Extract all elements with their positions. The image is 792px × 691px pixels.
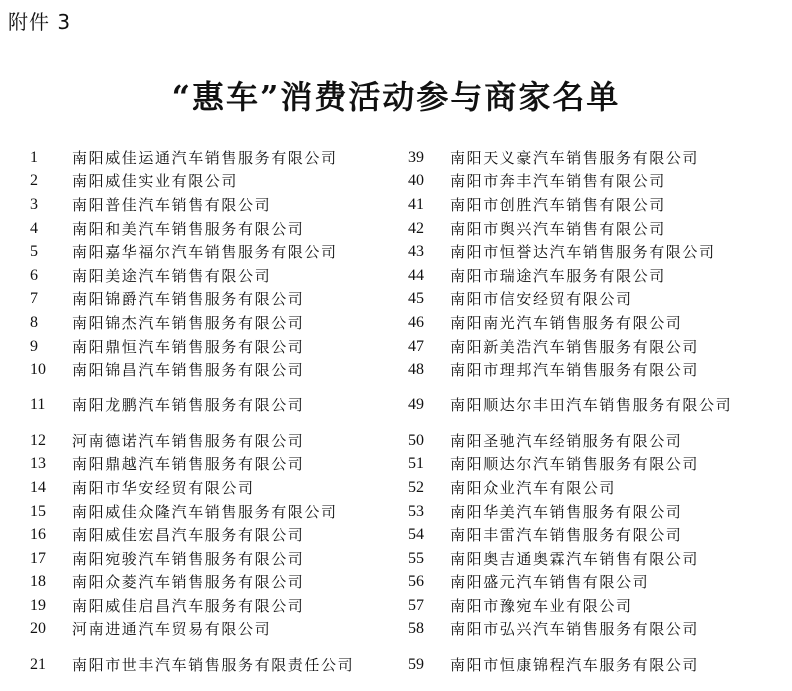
merchant-name: 南阳市瑞途汽车服务有限公司 — [450, 266, 666, 285]
list-item — [30, 547, 400, 571]
attachment-label: 附件 3 — [8, 10, 72, 34]
list-item — [408, 264, 780, 288]
merchant-name: 南阳宛骏汽车销售服务有限公司 — [72, 549, 305, 568]
item-number: 45 — [408, 290, 424, 308]
list-item — [30, 641, 400, 688]
item-number: 51 — [408, 455, 424, 473]
list-item — [408, 358, 780, 382]
merchant-name: 南阳南光汽车销售服务有限公司 — [450, 313, 683, 332]
list-item — [408, 453, 780, 477]
list-item — [30, 571, 400, 595]
merchant-name: 南阳威佳运通汽车销售服务有限公司 — [72, 148, 338, 167]
item-number: 10 — [30, 361, 46, 379]
merchant-name: 南阳众业汽车有限公司 — [450, 478, 617, 497]
list-item — [30, 476, 400, 500]
list-item — [30, 146, 400, 170]
item-number: 49 — [408, 396, 424, 414]
item-number: 11 — [30, 396, 46, 414]
merchant-name: 南阳顺达尔汽车销售服务有限公司 — [450, 455, 700, 474]
item-number: 41 — [408, 195, 424, 213]
list-item — [30, 594, 400, 618]
merchant-name: 南阳和美汽车销售服务有限公司 — [72, 219, 305, 238]
merchant-list-right — [408, 146, 780, 688]
item-number: 5 — [30, 243, 38, 261]
item-number: 19 — [30, 596, 46, 614]
document-title: “惠车”消费活动参与商家名单 — [171, 78, 621, 116]
merchant-name: 南阳市华安经贸有限公司 — [72, 478, 255, 497]
item-number: 7 — [30, 290, 38, 308]
merchant-name: 南阳丰雷汽车销售服务有限公司 — [450, 526, 683, 545]
list-item — [408, 288, 780, 312]
list-item — [30, 311, 400, 335]
list-item — [408, 571, 780, 595]
merchant-name: 河南进通汽车贸易有限公司 — [72, 620, 272, 639]
merchant-list-left — [30, 146, 400, 688]
item-number: 46 — [408, 313, 424, 331]
merchant-name: 南阳圣驰汽车经销服务有限公司 — [450, 431, 683, 450]
item-number: 18 — [30, 573, 46, 591]
list-item — [30, 264, 400, 288]
item-number: 15 — [30, 502, 46, 520]
item-number: 6 — [30, 266, 38, 284]
merchant-name: 南阳威佳众隆汽车销售服务有限公司 — [72, 502, 338, 521]
item-number: 20 — [30, 620, 46, 638]
merchant-name: 南阳市豫宛车业有限公司 — [450, 596, 633, 615]
list-item — [30, 170, 400, 194]
list-item — [30, 240, 400, 264]
item-number: 17 — [30, 549, 46, 567]
item-number: 59 — [408, 655, 424, 673]
list-item — [408, 335, 780, 359]
item-number: 4 — [30, 219, 38, 237]
list-item — [408, 170, 780, 194]
merchant-name: 南阳市信安经贸有限公司 — [450, 290, 633, 309]
merchant-name: 南阳市奔丰汽车销售有限公司 — [450, 172, 666, 191]
item-number: 8 — [30, 313, 38, 331]
merchant-name: 南阳嘉华福尔汽车销售服务有限公司 — [72, 243, 338, 262]
item-number: 3 — [30, 195, 38, 213]
list-item — [408, 217, 780, 241]
item-number: 39 — [408, 148, 424, 166]
item-number: 44 — [408, 266, 424, 284]
merchant-name: 南阳锦爵汽车销售服务有限公司 — [72, 290, 305, 309]
item-number: 54 — [408, 526, 424, 544]
list-item — [30, 382, 400, 429]
merchant-name: 南阳普佳汽车销售有限公司 — [72, 195, 272, 214]
merchant-name: 南阳市创胜汽车销售有限公司 — [450, 195, 666, 214]
merchant-name: 南阳新美浩汽车销售服务有限公司 — [450, 337, 700, 356]
list-item — [408, 146, 780, 170]
merchant-name: 南阳锦昌汽车销售服务有限公司 — [72, 361, 305, 380]
item-number: 43 — [408, 243, 424, 261]
item-number: 55 — [408, 549, 424, 567]
list-item — [408, 547, 780, 571]
item-number: 14 — [30, 478, 46, 496]
merchant-name: 南阳鼎越汽车销售服务有限公司 — [72, 455, 305, 474]
list-item — [30, 429, 400, 453]
list-item — [408, 382, 780, 429]
merchant-name: 南阳顺达尔丰田汽车销售服务有限公司 — [450, 396, 733, 415]
item-number: 52 — [408, 478, 424, 496]
merchant-name: 南阳龙鹏汽车销售服务有限公司 — [72, 396, 305, 415]
merchant-name: 南阳威佳启昌汽车服务有限公司 — [72, 596, 305, 615]
list-item — [408, 193, 780, 217]
list-item — [408, 429, 780, 453]
item-number: 50 — [408, 431, 424, 449]
merchant-name: 南阳华美汽车销售服务有限公司 — [450, 502, 683, 521]
merchant-name: 南阳威佳实业有限公司 — [72, 172, 239, 191]
merchant-name: 南阳盛元汽车销售有限公司 — [450, 573, 650, 592]
list-item — [30, 453, 400, 477]
merchant-name: 南阳锦杰汽车销售服务有限公司 — [72, 313, 305, 332]
merchant-name: 南阳市世丰汽车销售服务有限责任公司 — [72, 655, 355, 674]
item-number: 2 — [30, 172, 38, 190]
merchant-name: 南阳众菱汽车销售服务有限公司 — [72, 573, 305, 592]
merchant-name: 河南德诺汽车销售服务有限公司 — [72, 431, 305, 450]
item-number: 12 — [30, 431, 46, 449]
list-item — [408, 641, 780, 688]
merchant-name: 南阳市舆兴汽车销售有限公司 — [450, 219, 666, 238]
list-item — [408, 594, 780, 618]
merchant-name: 南阳天义豪汽车销售服务有限公司 — [450, 148, 700, 167]
list-item — [30, 358, 400, 382]
merchant-name: 南阳市恒誉达汽车销售服务有限公司 — [450, 243, 716, 262]
item-number: 9 — [30, 337, 38, 355]
list-item — [408, 240, 780, 264]
item-number: 53 — [408, 502, 424, 520]
item-number: 40 — [408, 172, 424, 190]
merchant-name: 南阳市弘兴汽车销售服务有限公司 — [450, 620, 700, 639]
merchant-name: 南阳市理邦汽车销售服务有限公司 — [450, 361, 700, 380]
item-number: 57 — [408, 596, 424, 614]
merchant-name: 南阳美途汽车销售有限公司 — [72, 266, 272, 285]
merchant-name: 南阳市恒康锦程汽车服务有限公司 — [450, 655, 700, 674]
list-item — [30, 288, 400, 312]
merchant-name: 南阳鼎恒汽车销售服务有限公司 — [72, 337, 305, 356]
item-number: 13 — [30, 455, 46, 473]
item-number: 47 — [408, 337, 424, 355]
item-number: 56 — [408, 573, 424, 591]
list-item — [408, 476, 780, 500]
merchant-name: 南阳威佳宏昌汽车服务有限公司 — [72, 526, 305, 545]
item-number: 21 — [30, 655, 46, 673]
list-item — [408, 311, 780, 335]
list-item — [408, 500, 780, 524]
list-item — [408, 618, 780, 642]
item-number: 58 — [408, 620, 424, 638]
merchant-name: 南阳奥吉通奥霖汽车销售有限公司 — [450, 549, 700, 568]
list-item — [30, 618, 400, 642]
list-item — [30, 193, 400, 217]
item-number: 1 — [30, 148, 38, 166]
list-item — [30, 500, 400, 524]
item-number: 16 — [30, 526, 46, 544]
list-item — [30, 335, 400, 359]
item-number: 42 — [408, 219, 424, 237]
list-item — [408, 523, 780, 547]
list-item — [30, 523, 400, 547]
list-item — [30, 217, 400, 241]
item-number: 48 — [408, 361, 424, 379]
